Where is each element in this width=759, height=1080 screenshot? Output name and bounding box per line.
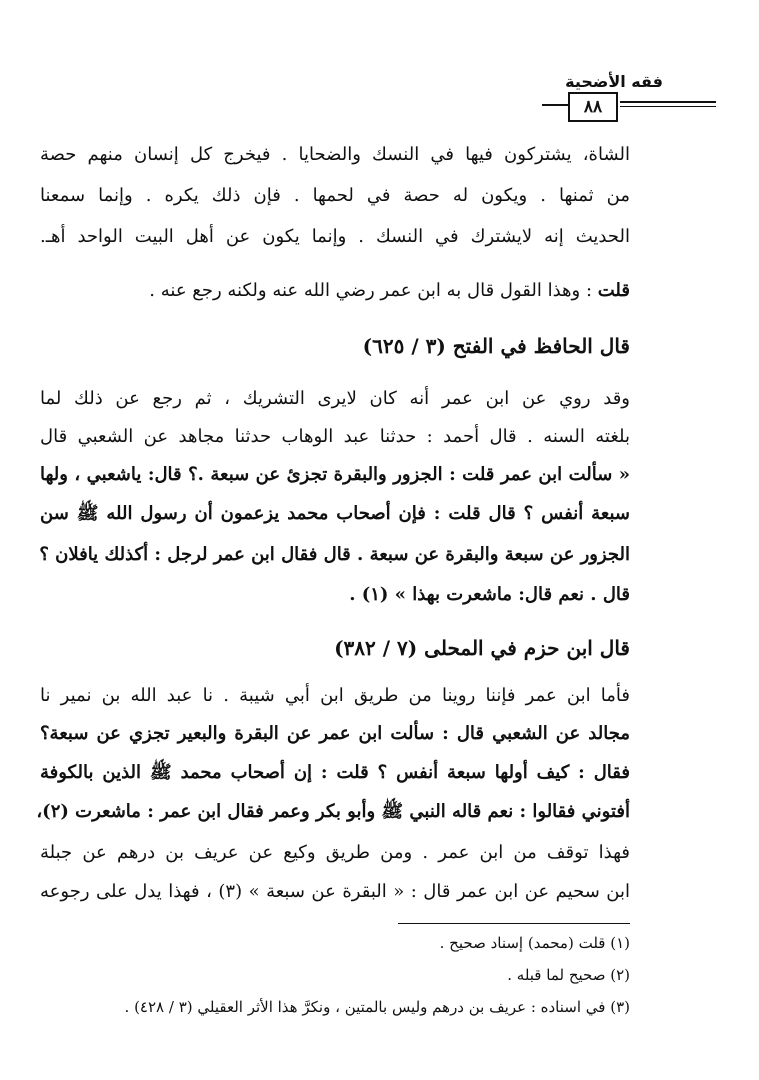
text-line: قال . نعم قال: ماشعرت بهذا » (١) .: [349, 584, 630, 605]
footnote-3: (٣) في اسناده : عريف بن درهم وليس بالمتين ، ونكرَّ هذا الأثر العقيلي (٣ / ٤٢٨) .: [124, 998, 630, 1016]
text-line: فأما ابن عمر فإننا روينا من طريق ابن أبي شيبة . نا عبد الله بن نمير نا: [40, 685, 630, 706]
qult-paragraph: [40, 276, 630, 306]
footnote-separator: [398, 923, 630, 924]
text-line: سبعة أنفس ؟ قال قلت : فإن أصحاب محمد يزعمون أن رسول الله ﷺ سن: [40, 503, 630, 524]
running-title: فقه الأضحية: [565, 72, 663, 91]
text-line: الشاة، يشتركون فيها في النسك والضحايا . فيخرج كل إنسان منهم حصة: [40, 144, 630, 165]
text-line: الحديث إنه لايشترك في النسك . وإنما يكون عن أهل البيت الواحد أهـ.: [40, 226, 630, 247]
header-rule-lower: [620, 106, 716, 107]
footnote-1: (١) قلت (محمد) إسناد صحيح .: [439, 934, 630, 952]
section-heading-muhalla: قال ابن حزم في المحلى (٧ / ٣٨٢): [334, 636, 630, 660]
text-line: بلغته السنه . قال أحمد : حدثنا عبد الوهاب حدثنا مجاهد عن الشعبي قال: [40, 426, 630, 447]
text-line: فهذا توقف من ابن عمر . ومن طريق وكيع عن عريف بن درهم عن جبلة: [40, 842, 630, 863]
section-heading-fath: قال الحافظ في الفتح (٣ / ٦٢٥): [362, 334, 630, 358]
text-line: الجزور عن سبعة والبقرة عن سبعة . قال فقال ابن عمر لرجل : أكذلك يافلان ؟: [39, 544, 630, 565]
text-line: ابن سحيم عن ابن عمر قال : « البقرة عن سبعة » (٣) ، فهذا يدل على رجوعه: [40, 881, 630, 902]
footnote-2: (٢) صحيح لما قبله .: [507, 966, 630, 984]
qult-text: : وهذا القول قال به ابن عمر رضي الله عنه ولكنه رجع عنه .: [149, 280, 593, 301]
qult-label: قلت: [597, 280, 630, 301]
text-line: من ثمنها . ويكون له حصة في لحمها . فإن ذلك يكره . وإنما سمعنا: [40, 185, 630, 206]
text-line: وقد روي عن ابن عمر أنه كان لايرى التشريك ، ثم رجع عن ذلك لما: [40, 388, 630, 409]
text-line: أفتوني فقالوا : نعم قاله النبي ﷺ وأبو بكر وعمر فقال ابن عمر : ماشعرت (٢)،: [36, 801, 630, 822]
text-line: « سألت ابن عمر قلت : الجزور والبقرة تجزئ عن سبعة .؟ قال: ياشعبي ، ولها: [40, 464, 630, 485]
header-rule: [620, 101, 716, 103]
page-number: ٨٨: [568, 92, 618, 122]
header-rule-left: [542, 104, 568, 106]
text-line: فقال : كيف أولها سبعة أنفس ؟ قلت : إن أصحاب محمد ﷺ الذين بالكوفة: [40, 762, 630, 783]
text-line: مجالد عن الشعبي قال : سألت ابن عمر عن البقرة والبعير تجزي عن سبعة؟: [40, 723, 630, 744]
